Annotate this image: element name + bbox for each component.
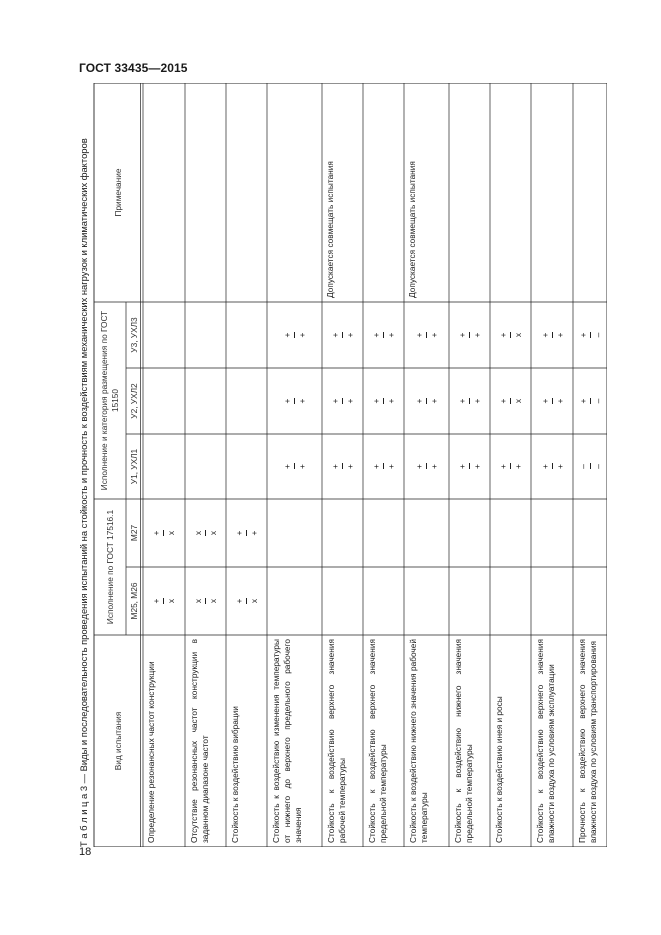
mark-value: +	[429, 332, 439, 338]
row-test-name: Стойкость к воздействию изменения температуры от нижнего до верхнего предельного рабочего значения	[271, 639, 303, 843]
mark-divider	[552, 398, 553, 404]
mark-value: +	[386, 398, 396, 404]
mark-cell-u1	[450, 434, 490, 499]
mark-value: +	[577, 332, 588, 338]
mark-divider	[469, 464, 470, 470]
mark-value: +	[539, 464, 550, 469]
header-m27: М27	[128, 524, 139, 542]
mark-divider	[426, 398, 427, 404]
mark-value: +	[539, 332, 550, 338]
mark-divider	[510, 398, 511, 404]
mark-value: +	[330, 464, 340, 469]
mark-value: +	[472, 332, 482, 338]
mark-value: +	[554, 398, 565, 404]
mark-value: +	[234, 530, 244, 536]
mark-value: +	[457, 332, 467, 338]
mark-cell-u3	[574, 302, 607, 368]
mark-value: +	[539, 398, 550, 404]
row-test-name: Стойкость к воздействию нижнего значения предельной температуры	[453, 639, 474, 843]
mark-value: +	[386, 332, 396, 338]
mark-cell-u3	[532, 302, 573, 368]
row-test-name: Стойкость к воздействию верхнего значения влажности воздуха по условиям эксплуатации	[535, 639, 556, 843]
mark-value: +	[151, 530, 161, 536]
mark-cell-u2	[323, 368, 363, 434]
mark-value: х	[513, 332, 523, 338]
mark-divider	[246, 530, 247, 536]
header-u2: У2, УХЛ2	[128, 383, 139, 419]
mark-cell-u1	[364, 434, 404, 499]
mark-divider	[342, 398, 343, 404]
mark-cell-m25	[143, 567, 185, 635]
header-m25-m26: М25, М26	[128, 582, 139, 620]
mark-divider	[552, 464, 553, 470]
row-note: Допускается совмещать испытания	[325, 161, 335, 298]
mark-divider	[590, 464, 591, 470]
mark-divider	[205, 530, 206, 536]
row-test-name: Определение резонансных частот конструкции	[146, 661, 156, 843]
mark-value: +	[151, 598, 161, 604]
mark-value: +	[472, 464, 482, 469]
mark-divider	[590, 332, 591, 338]
mark-value: +	[577, 398, 588, 404]
mark-cell-u3	[268, 302, 322, 368]
mark-value: +	[498, 398, 508, 404]
mark-value: х	[208, 598, 218, 604]
mark-divider	[205, 598, 206, 604]
mark-value: +	[282, 464, 292, 469]
mark-value: +	[513, 464, 523, 469]
mark-value: +	[297, 398, 307, 404]
mark-value: +	[345, 332, 355, 338]
mark-cell-u2	[532, 368, 573, 434]
mark-value: +	[234, 598, 244, 604]
header-test-type: Вид испытания	[112, 711, 123, 771]
mark-value: –	[592, 332, 603, 338]
mark-cell-u3	[450, 302, 490, 368]
mark-divider	[510, 332, 511, 338]
row-test-name: Стойкость к воздействию инея и росы	[494, 696, 504, 843]
mark-divider	[426, 332, 427, 338]
rotated-table-block	[77, 83, 607, 847]
mark-value: –	[592, 398, 603, 404]
mark-cell-u3	[405, 302, 449, 368]
mark-value: +	[282, 332, 292, 338]
mark-cell-u3	[364, 302, 404, 368]
mark-value: +	[371, 398, 381, 404]
mark-value: х	[249, 598, 259, 604]
mark-cell-u1	[491, 434, 531, 499]
mark-value: +	[457, 464, 467, 469]
mark-value: +	[429, 398, 439, 404]
mark-value: +	[330, 332, 340, 338]
mark-divider	[342, 464, 343, 470]
header-note: Примечание	[112, 168, 123, 217]
mark-value: +	[498, 332, 508, 338]
mark-cell-u3	[491, 302, 531, 368]
mark-value: +	[414, 464, 424, 469]
mark-cell-u2	[364, 368, 404, 434]
mark-value: +	[554, 332, 565, 338]
mark-value: х	[513, 398, 523, 404]
row-test-name: Стойкость к воздействию верхнего значения рабочей температуры	[326, 639, 347, 843]
mark-value: +	[297, 332, 307, 338]
mark-value: +	[414, 332, 424, 338]
mark-divider	[294, 398, 295, 404]
mark-divider	[383, 398, 384, 404]
mark-cell-u2	[491, 368, 531, 434]
mark-divider	[383, 332, 384, 338]
mark-cell-m27	[227, 499, 267, 567]
mark-divider	[552, 332, 553, 338]
mark-cell-u2	[574, 368, 607, 434]
row-test-name: Стойкость к воздействию верхнего значения предельной температуры	[367, 639, 388, 843]
row-note: Допускается совмещать испытания	[407, 161, 417, 298]
mark-cell-u1	[405, 434, 449, 499]
mark-value: +	[386, 464, 396, 469]
mark-divider	[294, 332, 295, 338]
mark-cell-m25	[186, 567, 226, 635]
mark-value: х	[208, 530, 218, 536]
mark-cell-u1	[574, 434, 607, 499]
row-test-name: Стойкость к воздействию нижнего значения рабочей температуры	[408, 639, 429, 843]
header-group-17516: Исполнение по ГОСТ 17516.1	[104, 509, 115, 625]
mark-value: +	[371, 464, 381, 469]
mark-cell-u2	[405, 368, 449, 434]
mark-value: +	[249, 530, 259, 536]
mark-divider	[246, 598, 247, 604]
header-u3: У3, УХЛ3	[128, 317, 139, 353]
mark-cell-u2	[268, 368, 322, 434]
mark-divider	[469, 332, 470, 338]
mark-divider	[590, 398, 591, 404]
page-number: 18	[79, 846, 92, 858]
mark-value: х	[166, 530, 176, 536]
mark-divider	[163, 598, 164, 604]
document-title: ГОСТ 33435—2015	[79, 61, 188, 75]
table-caption: Т а б л и ц а 3 — Виды и последовательность проведения испытаний на стойкость и прочность к воздействиям механических нагрузок и климатических факторов	[78, 138, 89, 847]
mark-divider	[469, 398, 470, 404]
mark-value: +	[498, 464, 508, 469]
row-test-name: Прочность к воздействию верхнего значения влажности воздуха по условиям транспортирования	[577, 639, 598, 843]
mark-divider	[163, 530, 164, 536]
mark-value: +	[429, 464, 439, 469]
mark-divider	[510, 464, 511, 470]
mark-cell-u1	[532, 434, 573, 499]
mark-cell-u1	[323, 434, 363, 499]
mark-cell-m27	[143, 499, 185, 567]
mark-value: +	[345, 398, 355, 404]
mark-divider	[342, 332, 343, 338]
mark-cell-u3	[323, 302, 363, 368]
mark-value: +	[330, 398, 340, 404]
row-test-name: Стойкость к воздействию вибрации	[230, 706, 240, 843]
mark-value: х	[193, 530, 203, 536]
mark-value: х	[193, 598, 203, 604]
mark-value: +	[554, 464, 565, 469]
mark-value: +	[297, 464, 307, 469]
mark-cell-u1	[268, 434, 322, 499]
mark-divider	[294, 464, 295, 470]
mark-value: +	[457, 398, 467, 404]
mark-value: +	[371, 332, 381, 338]
mark-value: –	[592, 464, 603, 469]
table-grid	[77, 83, 607, 847]
mark-value: –	[577, 464, 588, 469]
header-u1: У1, УХЛ1	[128, 448, 139, 485]
mark-value: +	[414, 398, 424, 404]
mark-divider	[383, 464, 384, 470]
mark-divider	[426, 464, 427, 470]
mark-value: +	[472, 398, 482, 404]
mark-cell-u2	[450, 368, 490, 434]
mark-cell-m25	[227, 567, 267, 635]
mark-value: +	[282, 398, 292, 404]
row-test-name: Отсутствие резонансных частот конструкции в заданном диапазоне частот	[189, 639, 210, 843]
mark-cell-m27	[186, 499, 226, 567]
mark-value: +	[345, 464, 355, 469]
header-group-15150: Исполнение и категория размещения по ГОСТ 15150	[99, 310, 120, 491]
mark-value: х	[166, 598, 176, 604]
